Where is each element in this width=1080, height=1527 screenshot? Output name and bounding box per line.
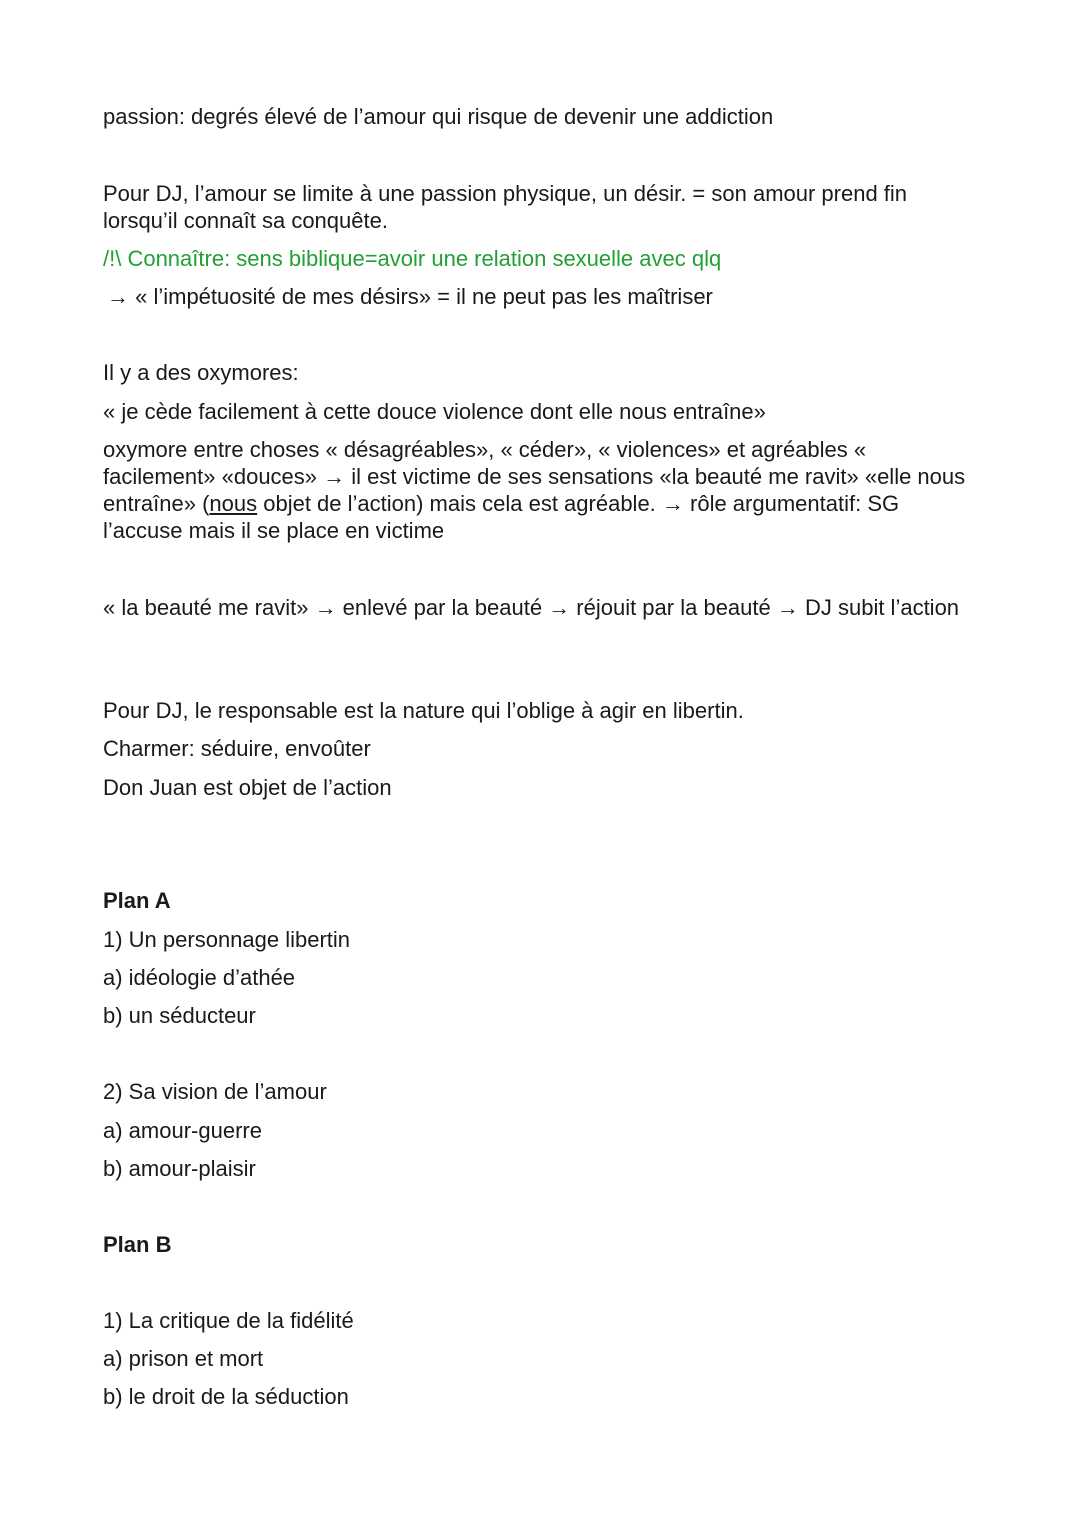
- definition-charmer: Charmer: séduire, envoûter: [103, 736, 371, 761]
- paragraph-objet-action: Don Juan est objet de l’action: [103, 775, 392, 800]
- plan-a-title: Plan A: [103, 888, 171, 913]
- analysis-part-2: objet de l’action) mais cela est agréable. → rôle argumentatif: SG l’accuse mais il se place en victime: [103, 491, 900, 543]
- definition-passion: passion: degrés élevé de l’amour qui risque de devenir une addiction: [103, 104, 774, 129]
- paragraph-dj-love: Pour DJ, l’amour se limite à une passion physique, un désir. = son amour prend fin lorsqu’il connaît sa conquête.: [103, 181, 908, 233]
- quote-douce-violence: « je cède facilement à cette douce violence dont elle nous entraîne»: [103, 399, 766, 424]
- note-connaitre: /!\ Connaître: sens biblique=avoir une relation sexuelle avec qlq: [103, 246, 722, 271]
- paragraph-nature: Pour DJ, le responsable est la nature qui l’oblige à agir en libertin.: [103, 698, 744, 723]
- plan-a-item: 1) Un personnage libertin: [103, 927, 351, 952]
- paragraph-beaute-ravit: « la beauté me ravit» → enlevé par la beauté → réjouit par la beauté → DJ subit l’action: [103, 595, 960, 620]
- plan-a-item: a) idéologie d’athée: [103, 965, 296, 990]
- quote-impetuosite: → « l’impétuosité de mes désirs» = il ne peut pas les maîtriser: [107, 284, 713, 309]
- plan-b-item: b) le droit de la séduction: [103, 1384, 349, 1409]
- plan-b-item: a) prison et mort: [103, 1346, 264, 1371]
- oxymores-heading: Il y a des oxymores:: [103, 360, 299, 385]
- underlined-nous: nous: [209, 491, 258, 516]
- plan-a-item: b) amour-plaisir: [103, 1156, 256, 1181]
- paragraph-oxymore-analysis: [103, 436, 983, 544]
- analysis-part-1: oxymore entre choses « désagréables», « céder», « violences» et agréables « facilement» «douces» → il est victime de ses sensations «la beauté me ravit» «elle nous entraîne» (: [103, 437, 966, 516]
- plan-b-title: Plan B: [103, 1232, 172, 1257]
- plan-a-item: 2) Sa vision de l’amour: [103, 1079, 327, 1104]
- plan-a-item: b) un séducteur: [103, 1003, 256, 1028]
- plan-b-item: 1) La critique de la fidélité: [103, 1308, 354, 1333]
- plan-a-item: a) amour-guerre: [103, 1118, 262, 1143]
